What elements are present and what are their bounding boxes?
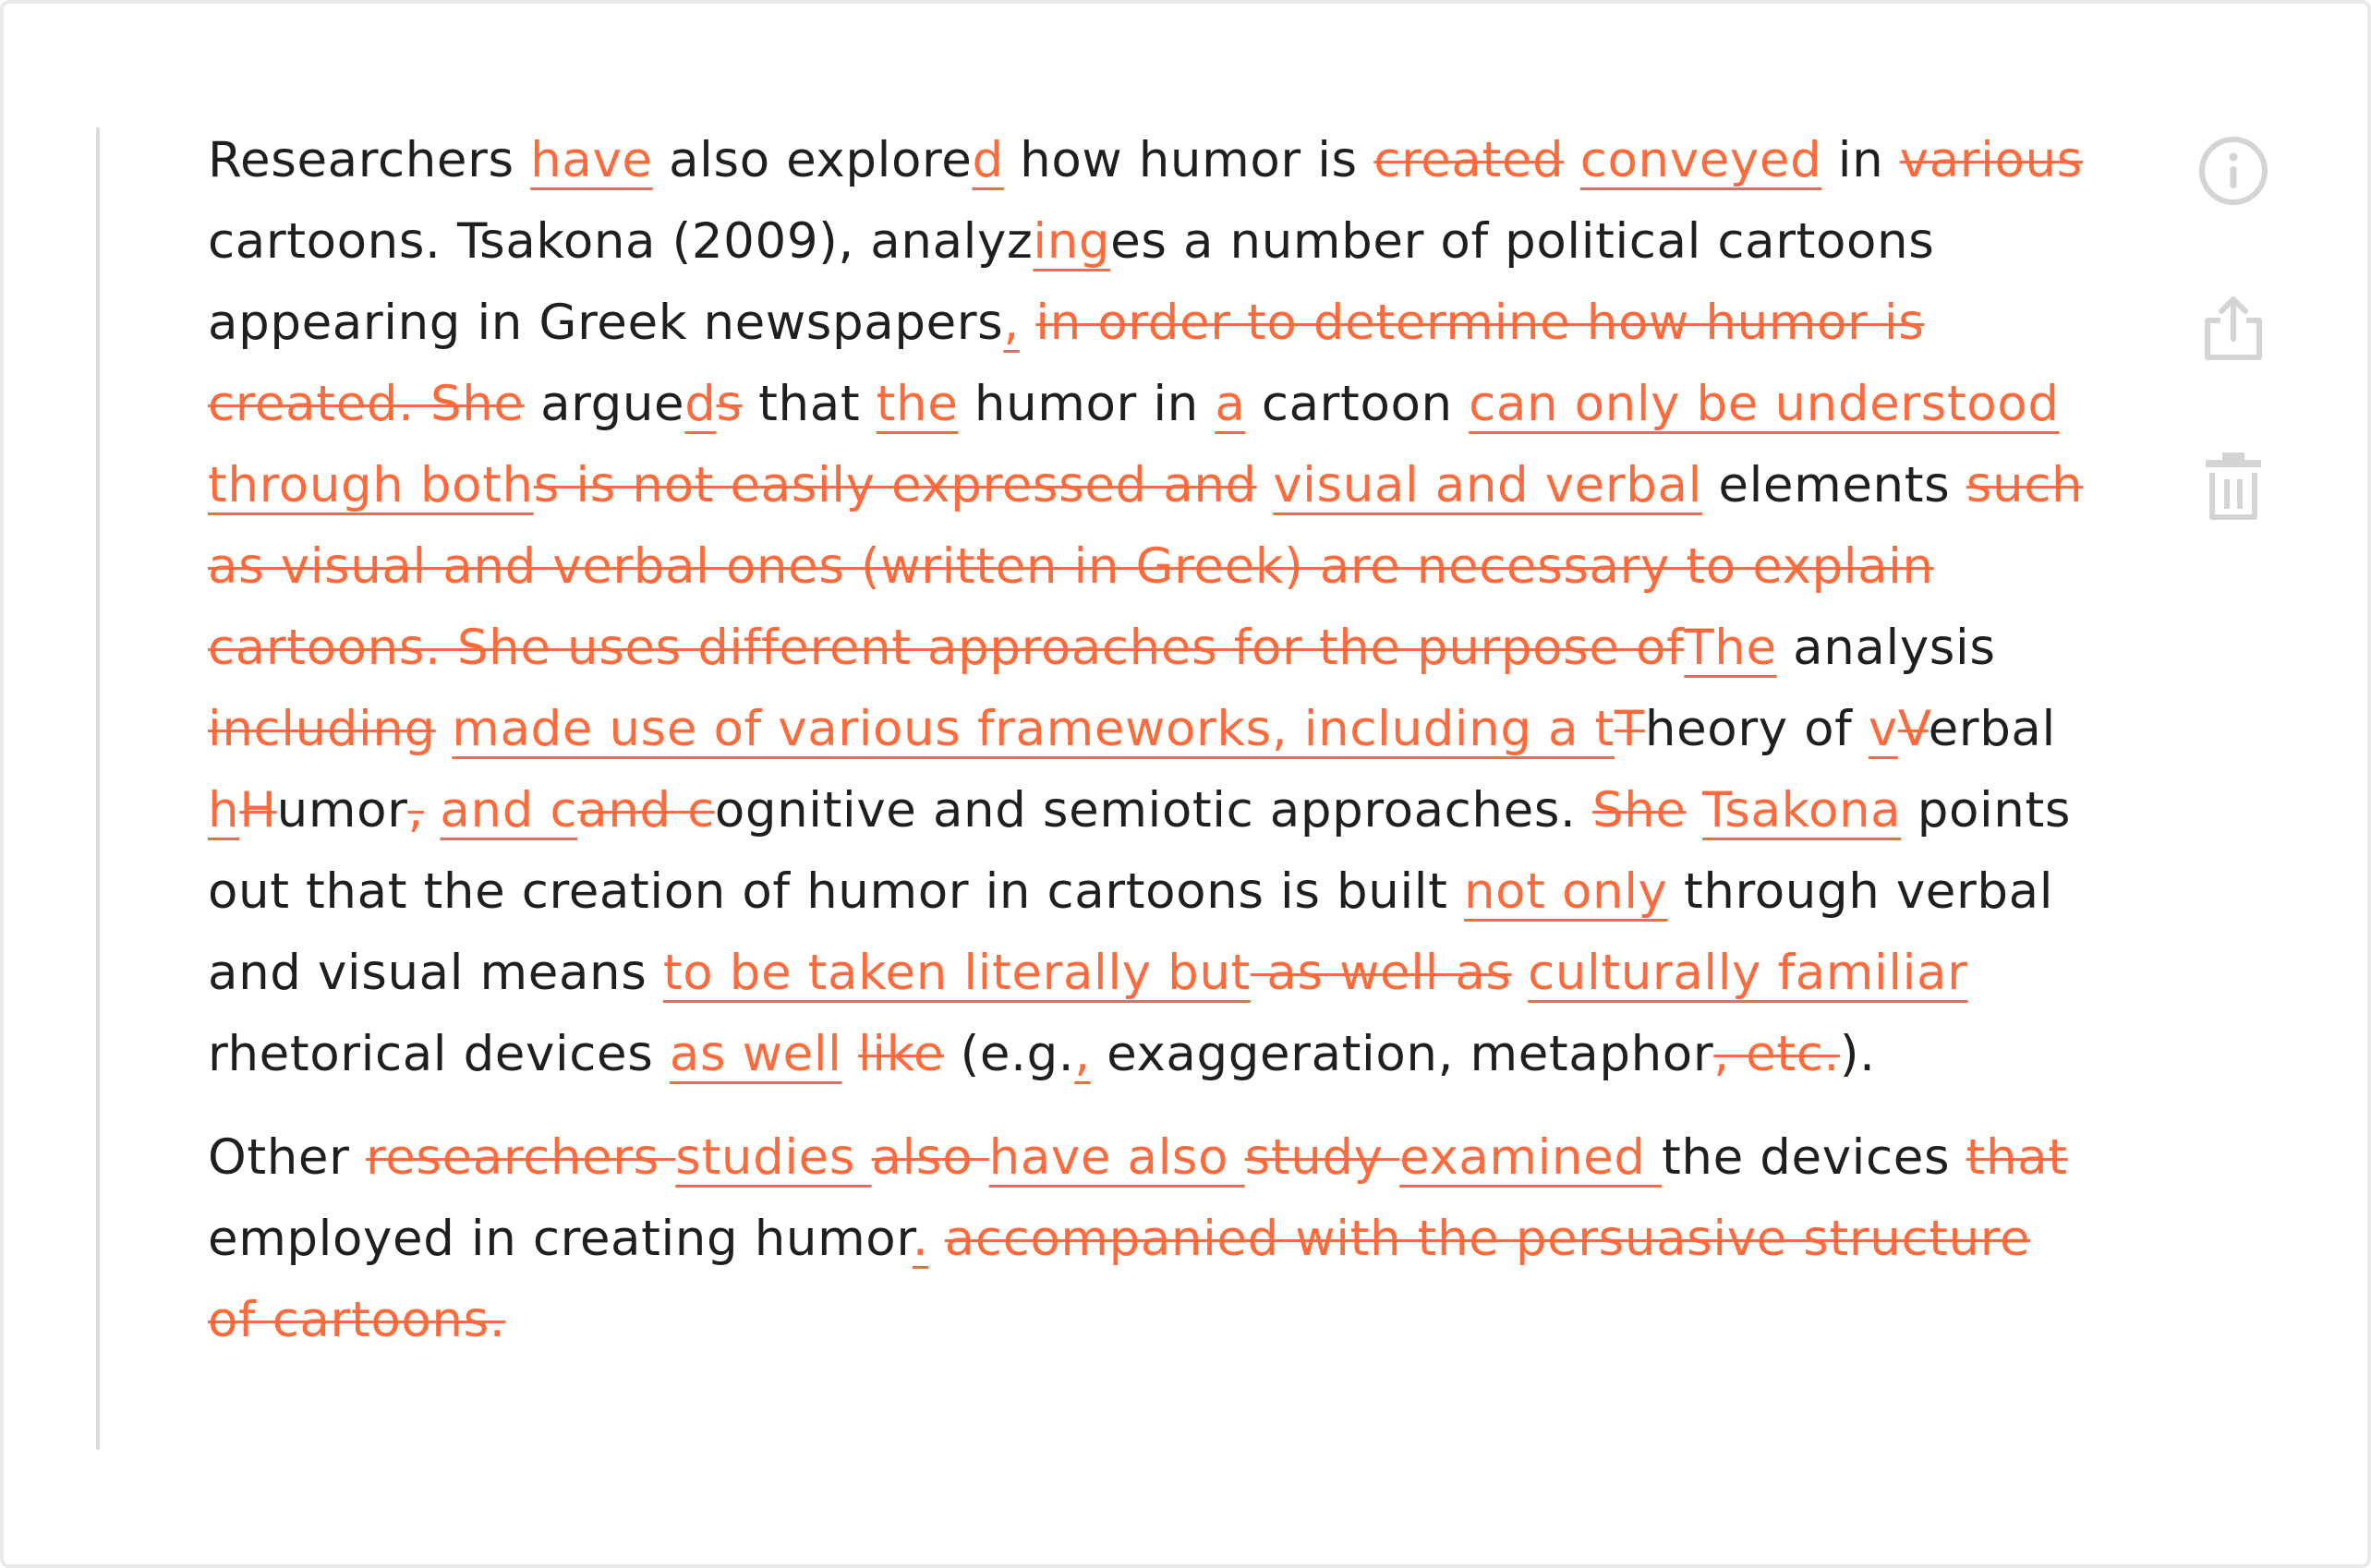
body-text — [1512, 945, 1528, 1001]
body-text — [1564, 132, 1579, 188]
paragraph-1 — [208, 120, 2092, 1095]
left-rule — [96, 127, 100, 1450]
inserted-text[interactable]: have — [530, 132, 653, 188]
deleted-text[interactable]: like — [857, 1026, 945, 1082]
inserted-text[interactable]: culturally familiar — [1528, 945, 1968, 1001]
inserted-text[interactable]: studies — [675, 1129, 872, 1186]
tracked-changes-text[interactable] — [208, 120, 2092, 1361]
deleted-text[interactable]: researchers — [365, 1129, 676, 1186]
inserted-text[interactable]: made use of various frameworks, including a t — [452, 701, 1615, 757]
body-text: ). — [1839, 1026, 1876, 1082]
body-text: ognitive and semiotic approaches. — [714, 782, 1592, 838]
body-text — [1257, 457, 1273, 513]
inserted-text[interactable]: to be taken literally but — [662, 945, 1251, 1001]
inserted-text[interactable]: ing — [1033, 213, 1111, 270]
inserted-text[interactable]: h — [208, 782, 240, 838]
inserted-text[interactable]: as well — [669, 1026, 842, 1082]
body-text: (e.g. — [944, 1026, 1075, 1082]
body-text: how humor is — [1003, 132, 1374, 188]
body-text: rhetorical devices — [208, 1026, 670, 1082]
body-text: in — [1821, 132, 1900, 188]
inserted-text[interactable]: , — [1074, 1026, 1091, 1082]
body-text: exaggeration, metaphor — [1090, 1026, 1714, 1082]
deleted-text[interactable]: in order to determine how humor is created. She — [208, 295, 1925, 432]
body-text: that — [742, 376, 877, 432]
deleted-text[interactable]: s is not easily expressed and — [533, 457, 1257, 513]
body-text — [841, 1026, 857, 1082]
body-text: heory of — [1644, 701, 1869, 757]
action-toolbar — [2196, 134, 2270, 605]
body-text: es a number of political cartoons appearing in Greek newspapers — [208, 213, 1935, 351]
inserted-text[interactable]: not only — [1463, 863, 1668, 920]
body-text: employed in creating humor — [208, 1211, 913, 1267]
trash-icon — [2196, 448, 2270, 522]
body-text: analysis — [1776, 620, 1996, 676]
inserted-text[interactable]: v — [1868, 701, 1898, 757]
body-text: through verbal and visual means — [208, 863, 2054, 1001]
body-text: erbal — [1928, 701, 2056, 757]
deleted-text[interactable]: H — [239, 782, 277, 838]
body-text: humor in — [958, 376, 1216, 432]
deleted-text[interactable]: as well as — [1250, 945, 1512, 1001]
inserted-text[interactable]: visual and verbal — [1273, 457, 1702, 513]
body-text — [436, 701, 452, 757]
inserted-text[interactable]: d — [972, 132, 1004, 188]
share-icon — [2196, 291, 2270, 365]
deleted-text[interactable]: , — [407, 782, 424, 838]
share-button[interactable] — [2196, 291, 2270, 365]
body-text: Researchers — [208, 132, 531, 188]
body-text — [424, 782, 440, 838]
deleted-text[interactable]: V — [1897, 701, 1929, 757]
inserted-text[interactable]: have also — [988, 1129, 1245, 1186]
body-text — [928, 1211, 944, 1267]
body-text: the devices — [1662, 1129, 1966, 1186]
inserted-text[interactable]: The — [1684, 620, 1777, 676]
body-text: also explore — [652, 132, 973, 188]
deleted-text[interactable]: various — [1899, 132, 2083, 188]
inserted-text[interactable]: the — [876, 376, 959, 432]
deleted-text[interactable]: created — [1373, 132, 1565, 188]
deleted-text[interactable]: She — [1591, 782, 1687, 838]
body-text: umor — [276, 782, 408, 838]
paragraph-2 — [208, 1117, 2092, 1361]
body-text: argue — [524, 376, 685, 432]
body-text: cartoon — [1245, 376, 1470, 432]
deleted-text[interactable]: s — [716, 376, 743, 432]
deleted-text[interactable]: study — [1244, 1129, 1400, 1186]
info-button[interactable] — [2196, 134, 2270, 208]
body-text: cartoons. Tsakona (2009), analyz — [208, 213, 1034, 270]
inserted-text[interactable]: examined — [1399, 1129, 1663, 1186]
deleted-text[interactable]: including — [208, 701, 436, 757]
deleted-text[interactable]: also — [871, 1129, 989, 1186]
deleted-text[interactable]: such as visual and verbal ones (written in Greek) are necessary to explain cartoons. She uses different approaches for the purpose of — [208, 457, 2084, 676]
inserted-text[interactable]: , — [1003, 295, 1020, 351]
inserted-text[interactable]: and c — [440, 782, 578, 838]
body-text: points out that the creation of humor in cartoons is built — [208, 782, 2072, 920]
body-text: elements — [1701, 457, 1966, 513]
inserted-text[interactable]: d — [684, 376, 717, 432]
body-text — [1020, 295, 1035, 351]
deleted-text[interactable]: that — [1966, 1129, 2068, 1186]
inserted-text[interactable]: . — [912, 1211, 929, 1267]
inserted-text[interactable]: Tsakona — [1702, 782, 1902, 838]
body-text — [1687, 782, 1702, 838]
deleted-text[interactable]: and c — [577, 782, 715, 838]
deleted-text[interactable]: accompanied with the persuasive structure of cartoons. — [208, 1211, 2031, 1348]
inserted-text[interactable]: a — [1215, 376, 1246, 432]
inserted-text[interactable]: conveyed — [1579, 132, 1822, 188]
inserted-text[interactable]: can only be understood through both — [208, 376, 2060, 513]
delete-button[interactable] — [2196, 448, 2270, 522]
deleted-text[interactable]: T — [1614, 701, 1645, 757]
deleted-text[interactable]: , etc. — [1713, 1026, 1840, 1082]
info-icon — [2196, 134, 2270, 208]
body-text: Other — [208, 1129, 366, 1186]
